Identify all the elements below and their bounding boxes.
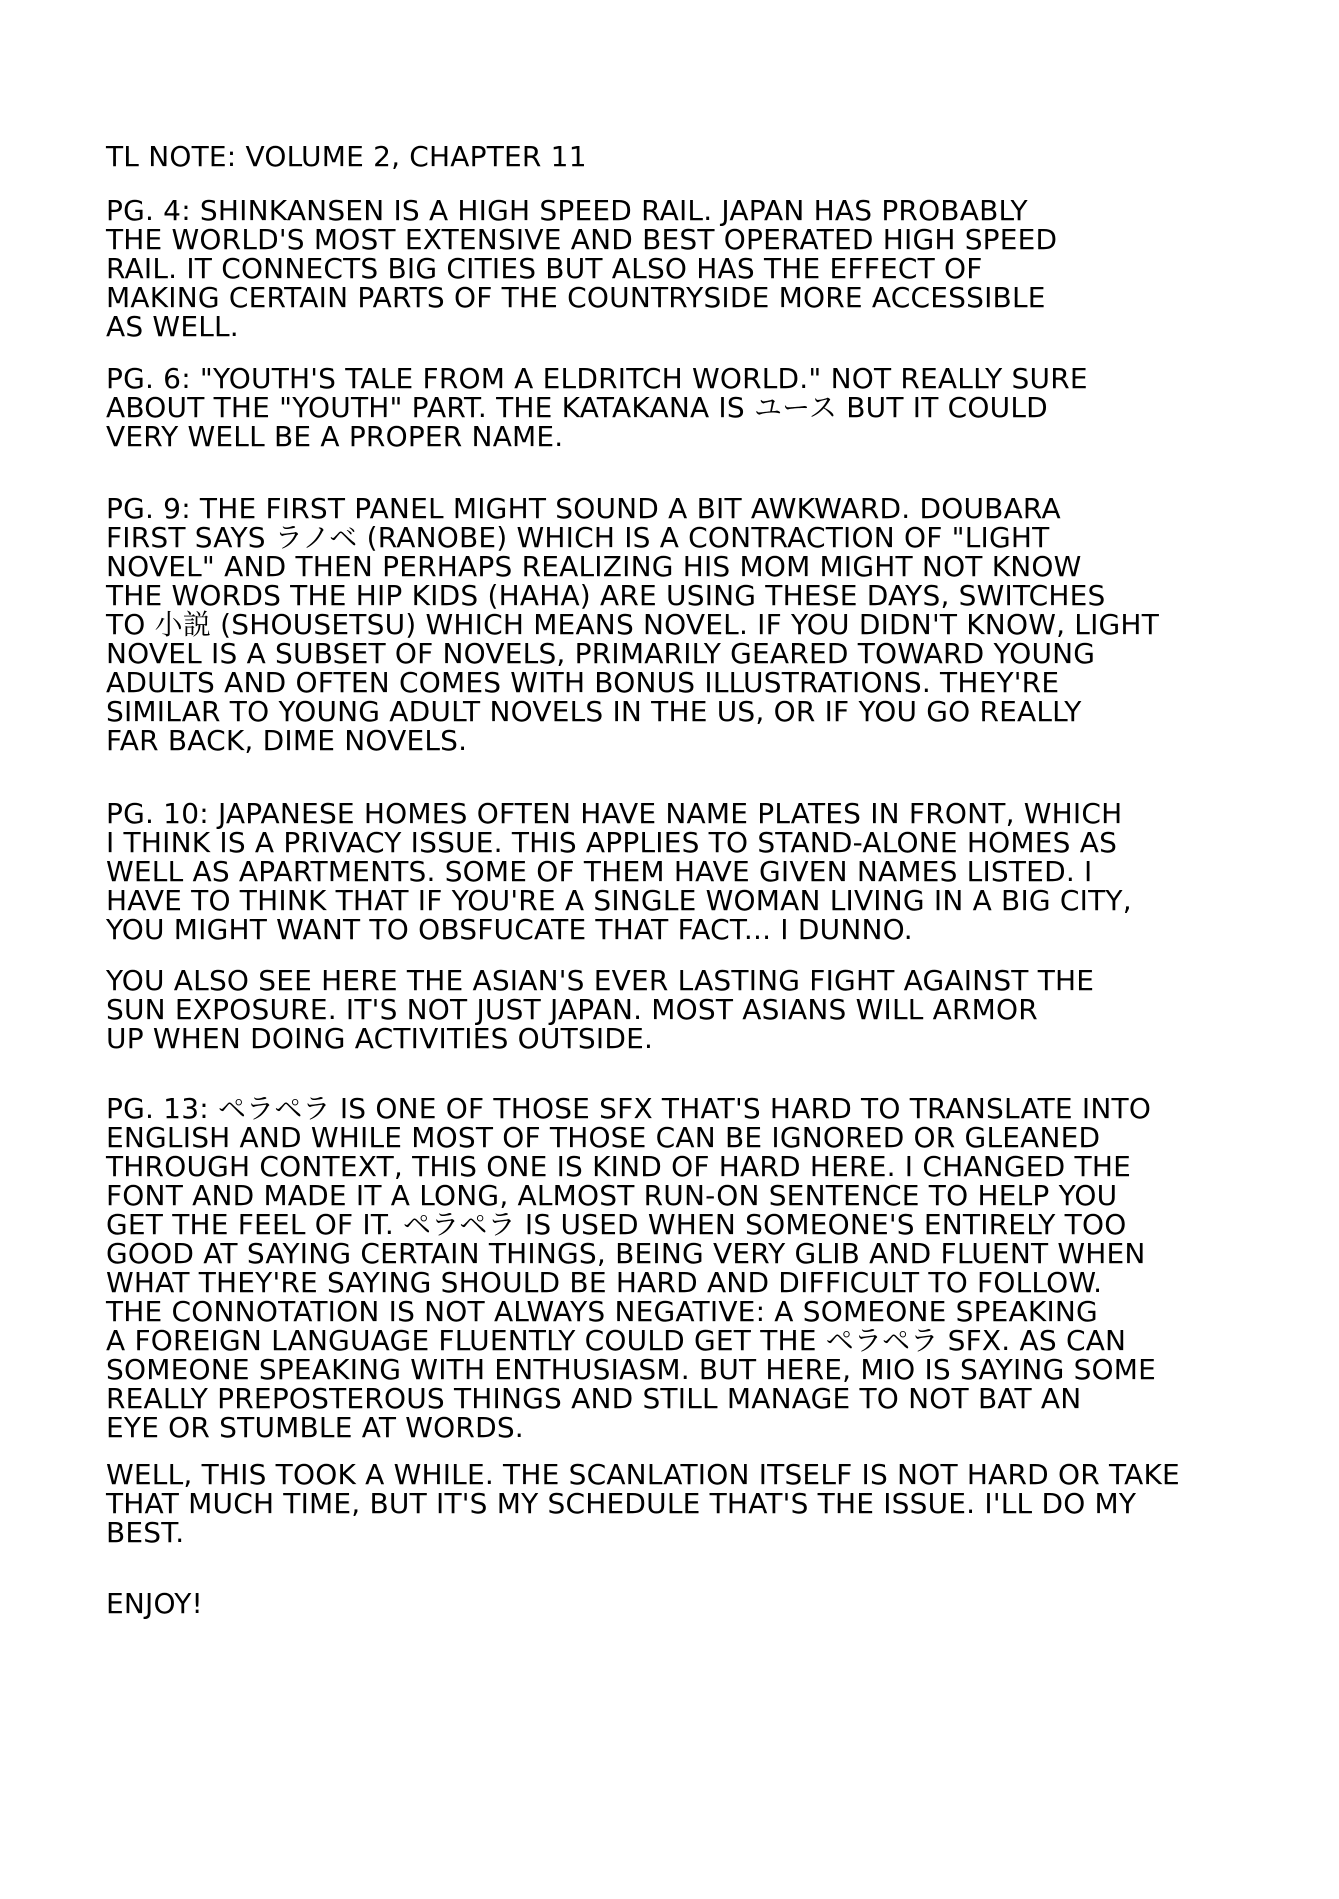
note-signoff: ENJOY! [106,1587,203,1620]
note-title: TL NOTE: VOLUME 2, CHAPTER 11 [106,140,587,173]
note-paragraph-pg6: PG. 6: "YOUTH'S TALE FROM A ELDRITCH WORLD." NOT REALLY SURE ABOUT THE "YOUTH" PART. THE KATAKANA IS ユース BUT IT COULD VERY WELL BE A PROPER NAME. [106,362,1088,453]
note-paragraph-pg10: PG. 10: JAPANESE HOMES OFTEN HAVE NAME PLATES IN FRONT, WHICH I THINK IS A PRIVACY ISSUE. THIS APPLIES TO STAND-ALONE HOMES AS WELL AS APARTMENTS. SOME OF THEM HAVE GIVEN NAMES LISTED. I HAVE TO THINK THAT IF YOU'RE A SINGLE WOMAN LIVING IN A BIG CITY, YOU MIGHT WANT TO OBSFUCATE THAT FACT... I DUNNO. [106,797,1132,946]
note-paragraph-pg4: PG. 4: SHINKANSEN IS A HIGH SPEED RAIL. JAPAN HAS PROBABLY THE WORLD'S MOST EXTENSIVE AND BEST OPERATED HIGH SPEED RAIL. IT CONNECTS BIG CITIES BUT ALSO HAS THE EFFECT OF MAKING CERTAIN PARTS OF THE COUNTRYSIDE MORE ACCESSIBLE AS WELL. [106,194,1058,343]
note-paragraph-sun-exposure: YOU ALSO SEE HERE THE ASIAN'S EVER LASTING FIGHT AGAINST THE SUN EXPOSURE. IT'S NOT JUST JAPAN. MOST ASIANS WILL ARMOR UP WHEN DOING ACTIVITIES OUTSIDE. [106,964,1095,1055]
note-paragraph-closing: WELL, THIS TOOK A WHILE. THE SCANLATION ITSELF IS NOT HARD OR TAKE THAT MUCH TIME, BUT IT'S MY SCHEDULE THAT'S THE ISSUE. I'LL DO MY BEST. [106,1458,1180,1549]
note-paragraph-pg9: PG. 9: THE FIRST PANEL MIGHT SOUND A BIT AWKWARD. DOUBARA FIRST SAYS ラノベ (RANOBE) WHICH IS A CONTRACTION OF "LIGHT NOVEL" AND THEN PERHAPS REALIZING HIS MOM MIGHT NOT KNOW THE WORDS THE HIP KIDS (HAHA) ARE USING THESE DAYS, SWITCHES TO 小説 (SHOUSETSU) WHICH MEANS NOVEL. IF YOU DIDN'T KNOW, LIGHT NOVEL IS A SUBSET OF NOVELS, PRIMARILY GEARED TOWARD YOUNG ADULTS AND OFTEN COMES WITH BONUS ILLUSTRATIONS. THEY'RE SIMILAR TO YOUNG ADULT NOVELS IN THE US, OR IF YOU GO REALLY FAR BACK, DIME NOVELS. [106,492,1159,757]
note-paragraph-pg13: PG. 13: ペラペラ IS ONE OF THOSE SFX THAT'S HARD TO TRANSLATE INTO ENGLISH AND WHILE MOST OF THOSE CAN BE IGNORED OR GLEANED THROUGH CONTEXT, THIS ONE IS KIND OF HARD HERE. I CHANGED THE FONT AND MADE IT A LONG, ALMOST RUN-ON SENTENCE TO HELP YOU GET THE FEEL OF IT. ペラペラ IS USED WHEN SOMEONE'S ENTIRELY TOO GOOD AT SAYING CERTAIN THINGS, BEING VERY GLIB AND FLUENT WHEN WHAT THEY'RE SAYING SHOULD BE HARD AND DIFFICULT TO FOLLOW. THE CONNOTATION IS NOT ALWAYS NEGATIVE: A SOMEONE SPEAKING A FOREIGN LANGUAGE FLUENTLY COULD GET THE ペラペラ SFX. AS CAN SOMEONE SPEAKING WITH ENTHUSIASM. BUT HERE, MIO IS SAYING SOME REALLY PREPOSTEROUS THINGS AND STILL MANAGE TO NOT BAT AN EYE OR STUMBLE AT WORDS. [106,1092,1157,1444]
